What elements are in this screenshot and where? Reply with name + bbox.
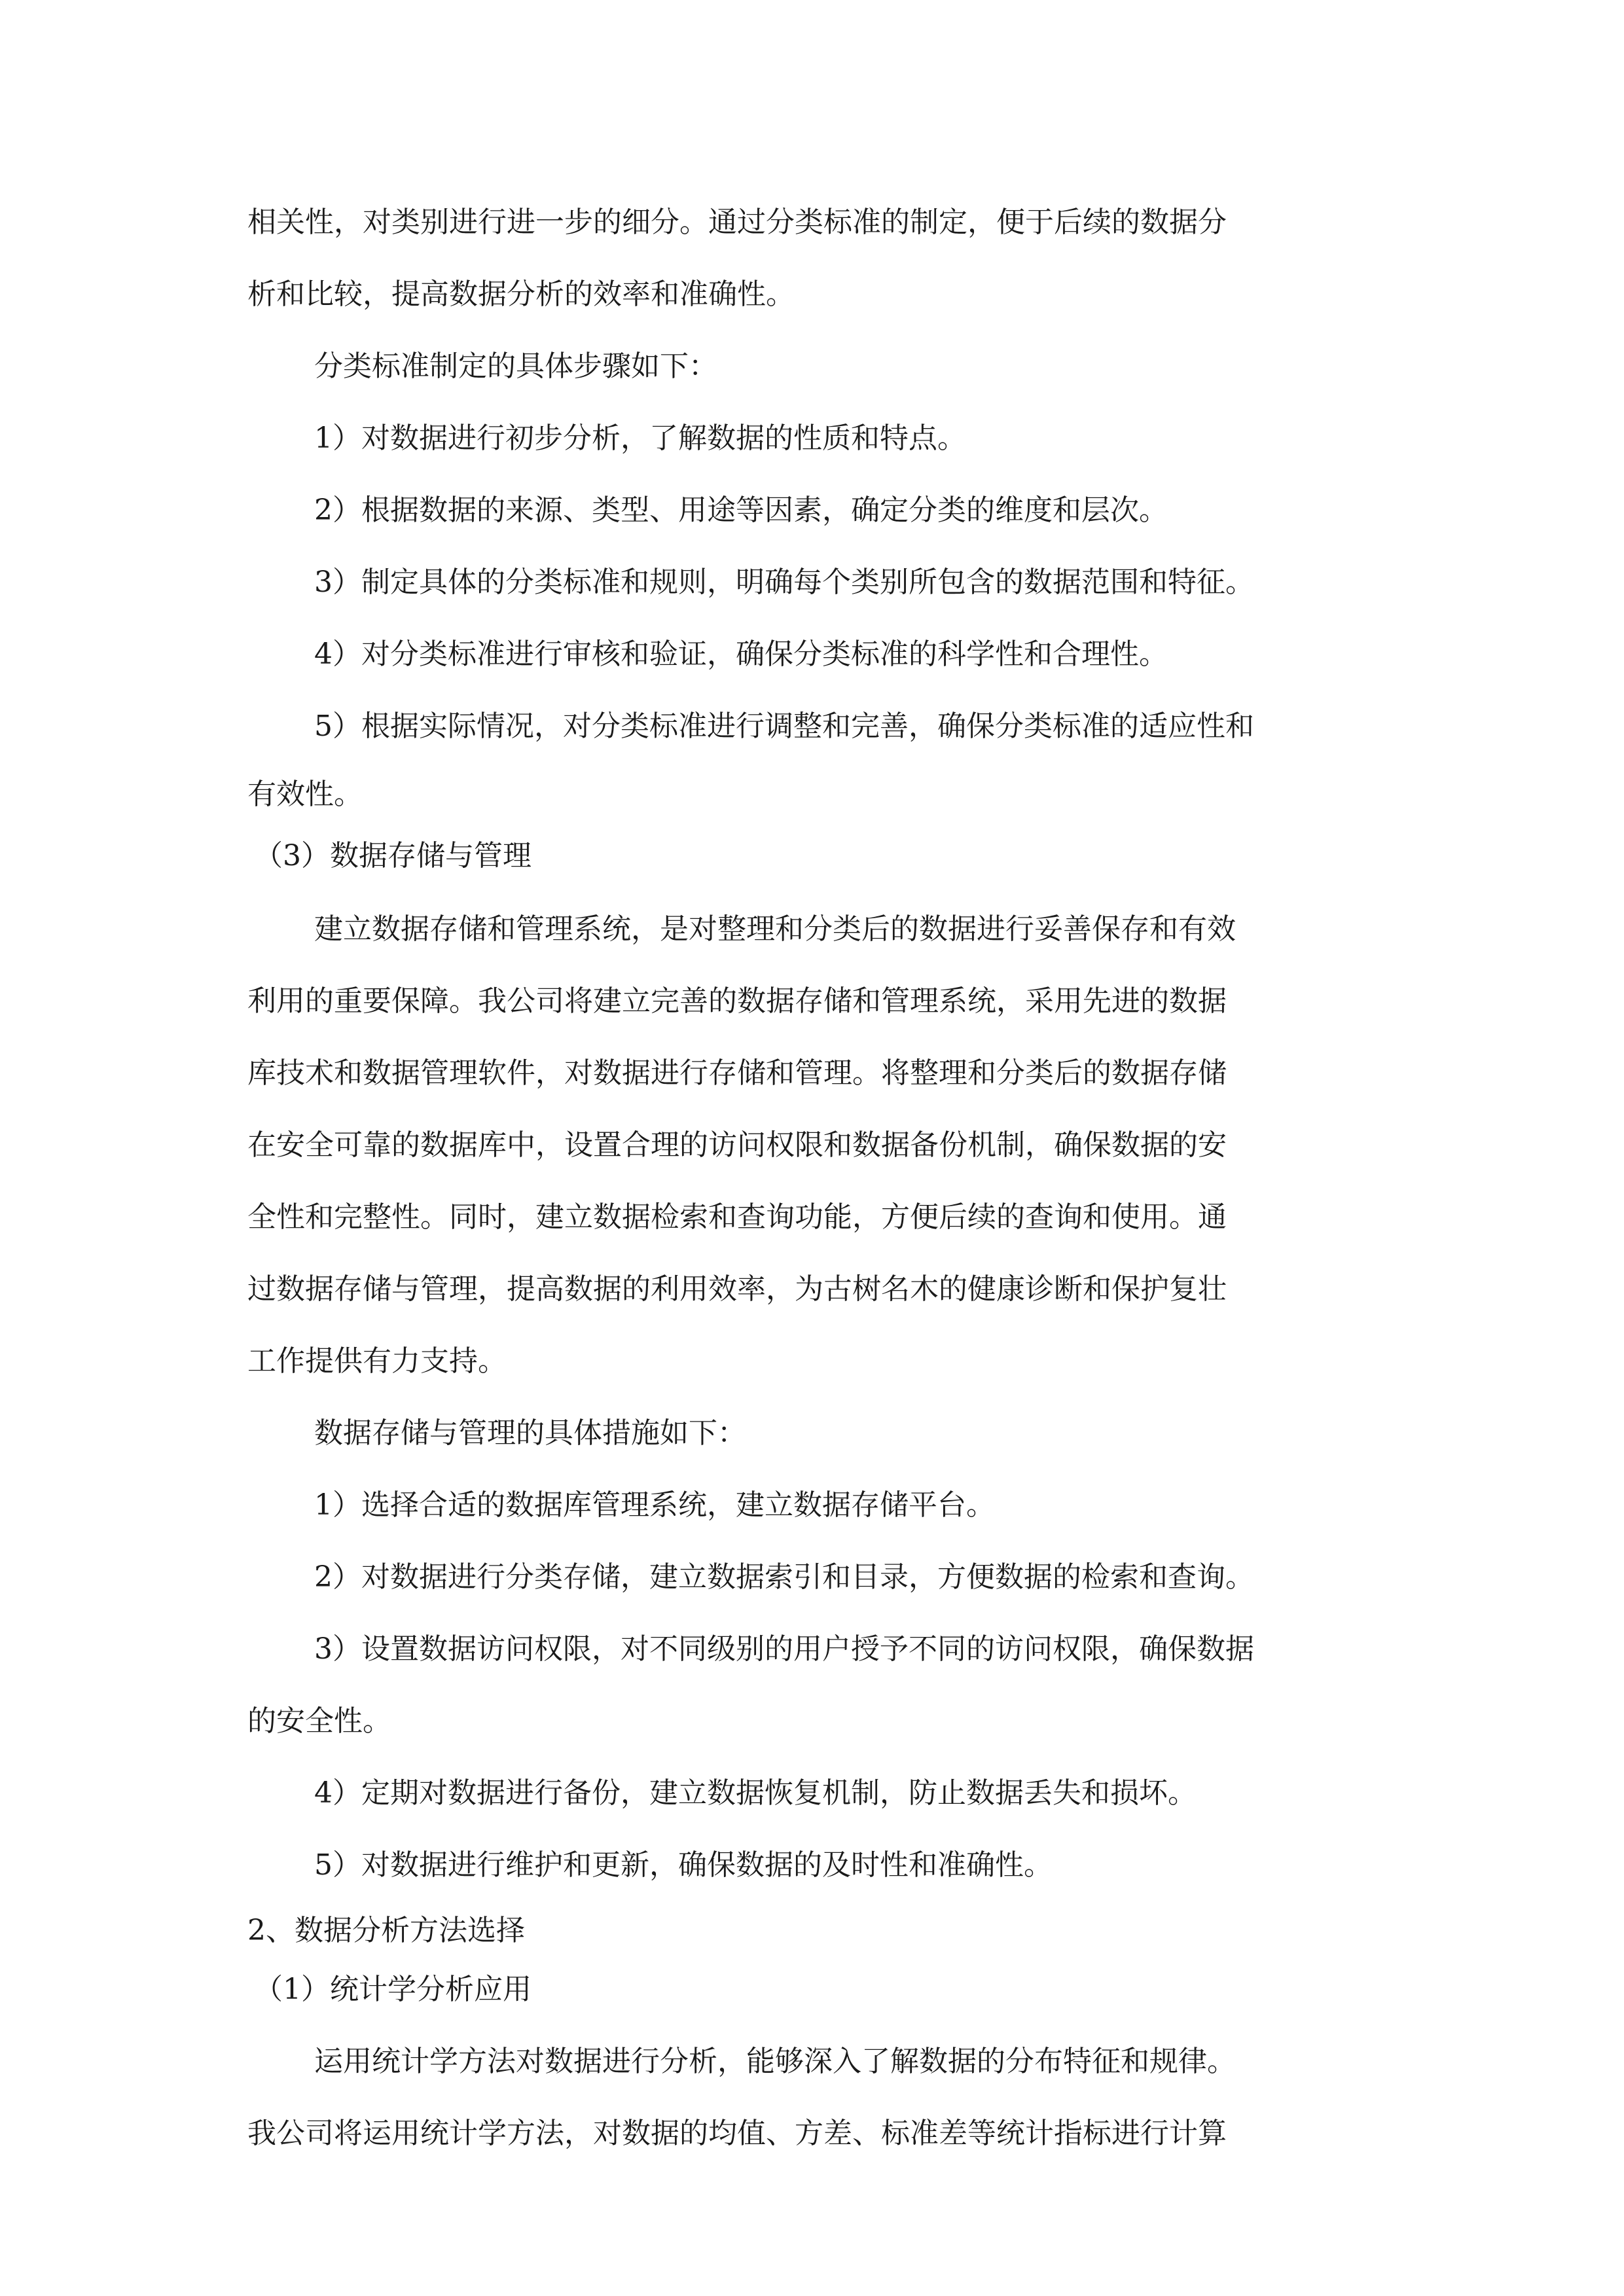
paragraph-line: 析和比较，提高数据分析的效率和准确性。 — [247, 278, 795, 311]
section-heading: （1）统计学分析应用 — [254, 1973, 532, 2006]
list-item-cont: 的安全性。 — [247, 1704, 391, 1738]
list-item: 4）定期对数据进行备份，建立数据恢复机制，防止数据丢失和损坏。 — [314, 1776, 1197, 1810]
list-item: 4）对分类标准进行审核和验证，确保分类标准的科学性和合理性。 — [314, 637, 1168, 671]
paragraph-line: 过数据存储与管理，提高数据的利用效率，为古树名木的健康诊断和保护复壮 — [247, 1272, 1227, 1306]
list-item: 5）根据实际情况，对分类标准进行调整和完善，确保分类标准的适应性和 — [314, 709, 1254, 743]
section-heading: 2、数据分析方法选择 — [247, 1914, 525, 1947]
paragraph-line: 在安全可靠的数据库中，设置合理的访问权限和数据备份机制，确保数据的安 — [247, 1128, 1227, 1162]
list-item-cont: 有效性。 — [247, 778, 363, 811]
list-item: 1）选择合适的数据库管理系统，建立数据存储平台。 — [314, 1488, 995, 1522]
list-item: 2）根据数据的来源、类型、用途等因素，确定分类的维度和层次。 — [314, 493, 1168, 527]
list-item: 3）制定具体的分类标准和规则，明确每个类别所包含的数据范围和特征。 — [314, 565, 1254, 599]
paragraph-line: 利用的重要保障。我公司将建立完善的数据存储和管理系统，采用先进的数据 — [247, 984, 1227, 1018]
paragraph-line: 相关性，对类别进行进一步的细分。通过分类标准的制定，便于后续的数据分 — [247, 206, 1227, 239]
list-item: 3）设置数据访问权限，对不同级别的用户授予不同的访问权限，确保数据 — [314, 1632, 1254, 1666]
paragraph-line: 建立数据存储和管理系统，是对整理和分类后的数据进行妥善保存和有效 — [314, 912, 1236, 946]
paragraph-line: 我公司将运用统计学方法，对数据的均值、方差、标准差等统计指标进行计算 — [247, 2117, 1227, 2150]
paragraph-line: 工作提供有力支持。 — [247, 1344, 507, 1378]
paragraph-line: 分类标准制定的具体步骤如下： — [314, 350, 717, 383]
list-item: 2）对数据进行分类存储，建立数据索引和目录，方便数据的检索和查询。 — [314, 1560, 1254, 1594]
list-item: 5）对数据进行维护和更新，确保数据的及时性和准确性。 — [314, 1848, 1053, 1882]
section-heading: （3）数据存储与管理 — [254, 839, 532, 872]
paragraph-line: 运用统计学方法对数据进行分析，能够深入了解数据的分布特征和规律。 — [314, 2045, 1236, 2078]
paragraph-line: 全性和完整性。同时，建立数据检索和查询功能，方便后续的查询和使用。通 — [247, 1200, 1227, 1234]
paragraph-line: 库技术和数据管理软件，对数据进行存储和管理。将整理和分类后的数据存储 — [247, 1056, 1227, 1090]
paragraph-line: 数据存储与管理的具体措施如下： — [314, 1416, 746, 1450]
list-item: 1）对数据进行初步分析，了解数据的性质和特点。 — [314, 422, 966, 455]
